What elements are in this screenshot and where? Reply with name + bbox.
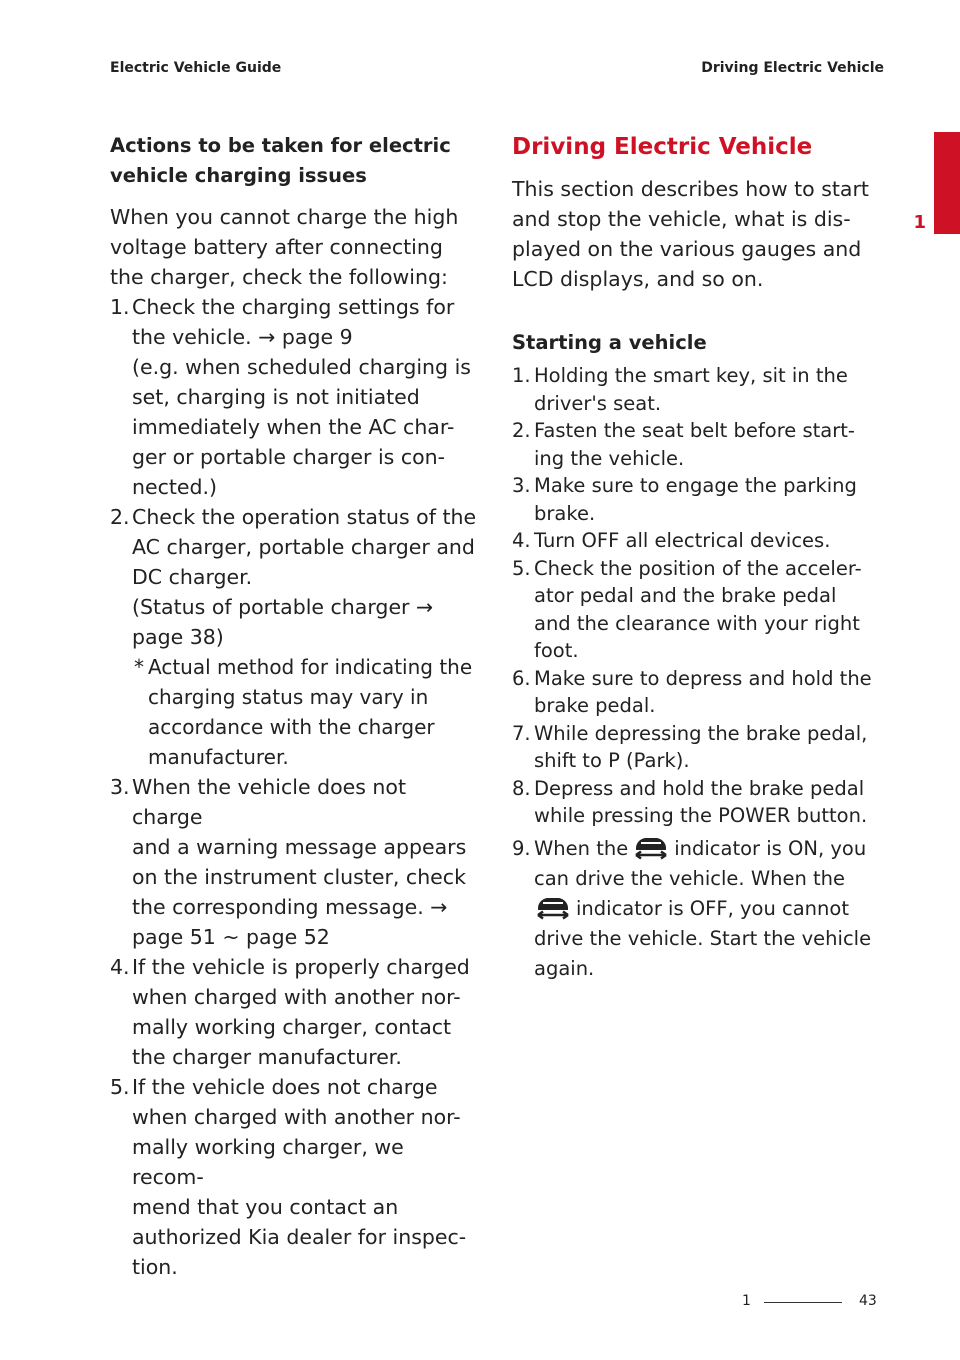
list-item bbox=[512, 665, 887, 720]
section-heading bbox=[110, 131, 480, 191]
list-item bbox=[110, 952, 480, 1072]
text-line: shift to P (Park). bbox=[534, 749, 690, 772]
list-item bbox=[512, 775, 887, 830]
item-number: 2. bbox=[512, 419, 531, 442]
text-line: when charged with another nor- bbox=[132, 1105, 461, 1129]
list-item bbox=[512, 417, 887, 472]
list-item bbox=[512, 555, 887, 665]
text-line: voltage battery after connecting bbox=[110, 235, 443, 259]
chapter-tab-number: 1 bbox=[913, 212, 926, 233]
list-item bbox=[512, 362, 887, 417]
text-line: mend that you contact an bbox=[132, 1195, 399, 1219]
item-number: 4. bbox=[110, 955, 130, 979]
text-line: When you cannot charge the high bbox=[110, 205, 459, 229]
text-line: the charger, check the following: bbox=[110, 265, 448, 289]
text-line: the charger manufacturer. bbox=[132, 1045, 402, 1069]
heading-line: vehicle charging issues bbox=[110, 164, 367, 187]
right-column bbox=[512, 132, 887, 984]
item-number: 2. bbox=[110, 505, 130, 529]
header-guide-title: Electric Vehicle Guide bbox=[110, 60, 282, 76]
footer-chapter-number: 1 bbox=[742, 1293, 751, 1309]
text-line: ator pedal and the brake pedal bbox=[534, 584, 837, 607]
text-line: tion. bbox=[132, 1255, 178, 1279]
list-item bbox=[512, 834, 887, 984]
text-line: Make sure to depress and hold the bbox=[534, 666, 872, 690]
text-line: page 38) bbox=[132, 625, 224, 649]
text-line: brake pedal. bbox=[534, 694, 656, 717]
text-line: when charged with another nor- bbox=[132, 985, 461, 1009]
text-line: Check the operation status of the bbox=[132, 505, 477, 529]
troubleshooting-list bbox=[110, 292, 480, 1282]
text-line: When the vehicle does not charge bbox=[132, 775, 407, 829]
text-line: ing the vehicle. bbox=[534, 446, 685, 470]
text-line: again. bbox=[534, 956, 595, 980]
text-line: set, charging is not initiated bbox=[132, 385, 420, 409]
text-line: This section describes how to start bbox=[512, 177, 869, 201]
text-line: Fasten the seat belt before start- bbox=[534, 419, 855, 442]
text-line: Check the charging settings for bbox=[132, 295, 455, 319]
footer-page-number: 43 bbox=[859, 1293, 877, 1309]
item-number: 6. bbox=[512, 666, 531, 690]
text-line: manufacturer. bbox=[148, 745, 289, 769]
text-line: Depress and hold the brake pedal bbox=[534, 776, 865, 800]
text-line: brake. bbox=[534, 501, 596, 525]
text-line: mally working charger, we recom- bbox=[132, 1135, 404, 1189]
text-line: ger or portable charger is con- bbox=[132, 445, 446, 469]
starting-steps-list bbox=[512, 362, 887, 984]
list-item bbox=[110, 292, 480, 502]
intro-paragraph bbox=[512, 174, 887, 294]
text-line: charging status may vary in bbox=[148, 685, 429, 709]
header-section-title: Driving Electric Vehicle bbox=[701, 60, 884, 76]
item-number: 1. bbox=[110, 295, 130, 319]
text-line: Holding the smart key, sit in the bbox=[534, 364, 848, 387]
item-number: 1. bbox=[512, 364, 531, 387]
item-number: 7. bbox=[512, 721, 531, 745]
item-number: 3. bbox=[512, 474, 531, 497]
item-number: 9. bbox=[512, 836, 531, 860]
text-line: If the vehicle does not charge bbox=[132, 1075, 438, 1099]
text-line: While depressing the brake pedal, bbox=[534, 721, 868, 745]
text-line: foot. bbox=[534, 639, 579, 662]
text-line: accordance with the charger bbox=[148, 715, 435, 739]
intro-paragraph bbox=[110, 202, 480, 292]
text-line: drive the vehicle. Start the vehicle bbox=[534, 926, 872, 950]
chapter-tab-marker bbox=[934, 132, 960, 234]
heading-line: Actions to be taken for electric bbox=[110, 134, 451, 157]
text-line: Actual method for indicating the bbox=[148, 655, 473, 679]
text-line: LCD displays, and so on. bbox=[512, 267, 764, 291]
text-line: When the bbox=[534, 836, 629, 860]
text-line: page 51 ~ page 52 bbox=[132, 925, 330, 949]
text-line: played on the various gauges and bbox=[512, 237, 862, 261]
text-line: If the vehicle is properly charged bbox=[132, 955, 470, 979]
footnote bbox=[132, 652, 480, 772]
text-line: nected.) bbox=[132, 475, 218, 499]
footer-divider bbox=[764, 1302, 842, 1303]
text-line: and the clearance with your right bbox=[534, 611, 860, 635]
text-line: and a warning message appears bbox=[132, 835, 467, 859]
list-item bbox=[110, 772, 480, 952]
text-line: the corresponding message. → bbox=[132, 895, 448, 919]
text-line: and stop the vehicle, what is dis- bbox=[512, 207, 851, 231]
item-number: 8. bbox=[512, 776, 531, 800]
text-line: Turn OFF all electrical devices. bbox=[534, 529, 831, 552]
text-line: (Status of portable charger → bbox=[132, 595, 434, 619]
list-item bbox=[110, 1072, 480, 1282]
text-line: authorized Kia dealer for inspec- bbox=[132, 1225, 467, 1249]
text-line: Check the position of the acceler- bbox=[534, 556, 862, 580]
text-line: on the instrument cluster, check bbox=[132, 865, 466, 889]
left-column bbox=[110, 131, 480, 1282]
text-line: while pressing the POWER button. bbox=[534, 804, 868, 827]
item-number: 5. bbox=[110, 1075, 130, 1099]
item-number: 5. bbox=[512, 556, 531, 580]
text-line: can drive the vehicle. When the bbox=[534, 866, 846, 890]
text-line: the vehicle. → page 9 bbox=[132, 325, 353, 349]
list-item bbox=[512, 472, 887, 527]
list-item bbox=[110, 502, 480, 772]
text-line: (e.g. when scheduled charging is bbox=[132, 355, 471, 379]
text-line: indicator is OFF, you cannot bbox=[576, 896, 849, 920]
list-item bbox=[512, 720, 887, 775]
text-line: mally working charger, contact bbox=[132, 1015, 452, 1039]
footnote-marker: * bbox=[134, 655, 144, 679]
text-line: Make sure to engage the parking bbox=[534, 474, 857, 497]
ready-car-icon bbox=[632, 835, 670, 861]
ready-car-icon bbox=[534, 895, 572, 921]
text-line: indicator is ON, you bbox=[674, 836, 867, 860]
list-item bbox=[512, 527, 887, 555]
item-number: 4. bbox=[512, 529, 531, 552]
text-line: DC charger. bbox=[132, 565, 253, 589]
text-line: AC charger, portable charger and bbox=[132, 535, 475, 559]
section-heading: Starting a vehicle bbox=[512, 331, 707, 354]
item-number: 3. bbox=[110, 775, 130, 799]
page-title: Driving Electric Vehicle bbox=[512, 134, 813, 160]
text-line: immediately when the AC char- bbox=[132, 415, 455, 439]
text-line: driver's seat. bbox=[534, 391, 662, 415]
